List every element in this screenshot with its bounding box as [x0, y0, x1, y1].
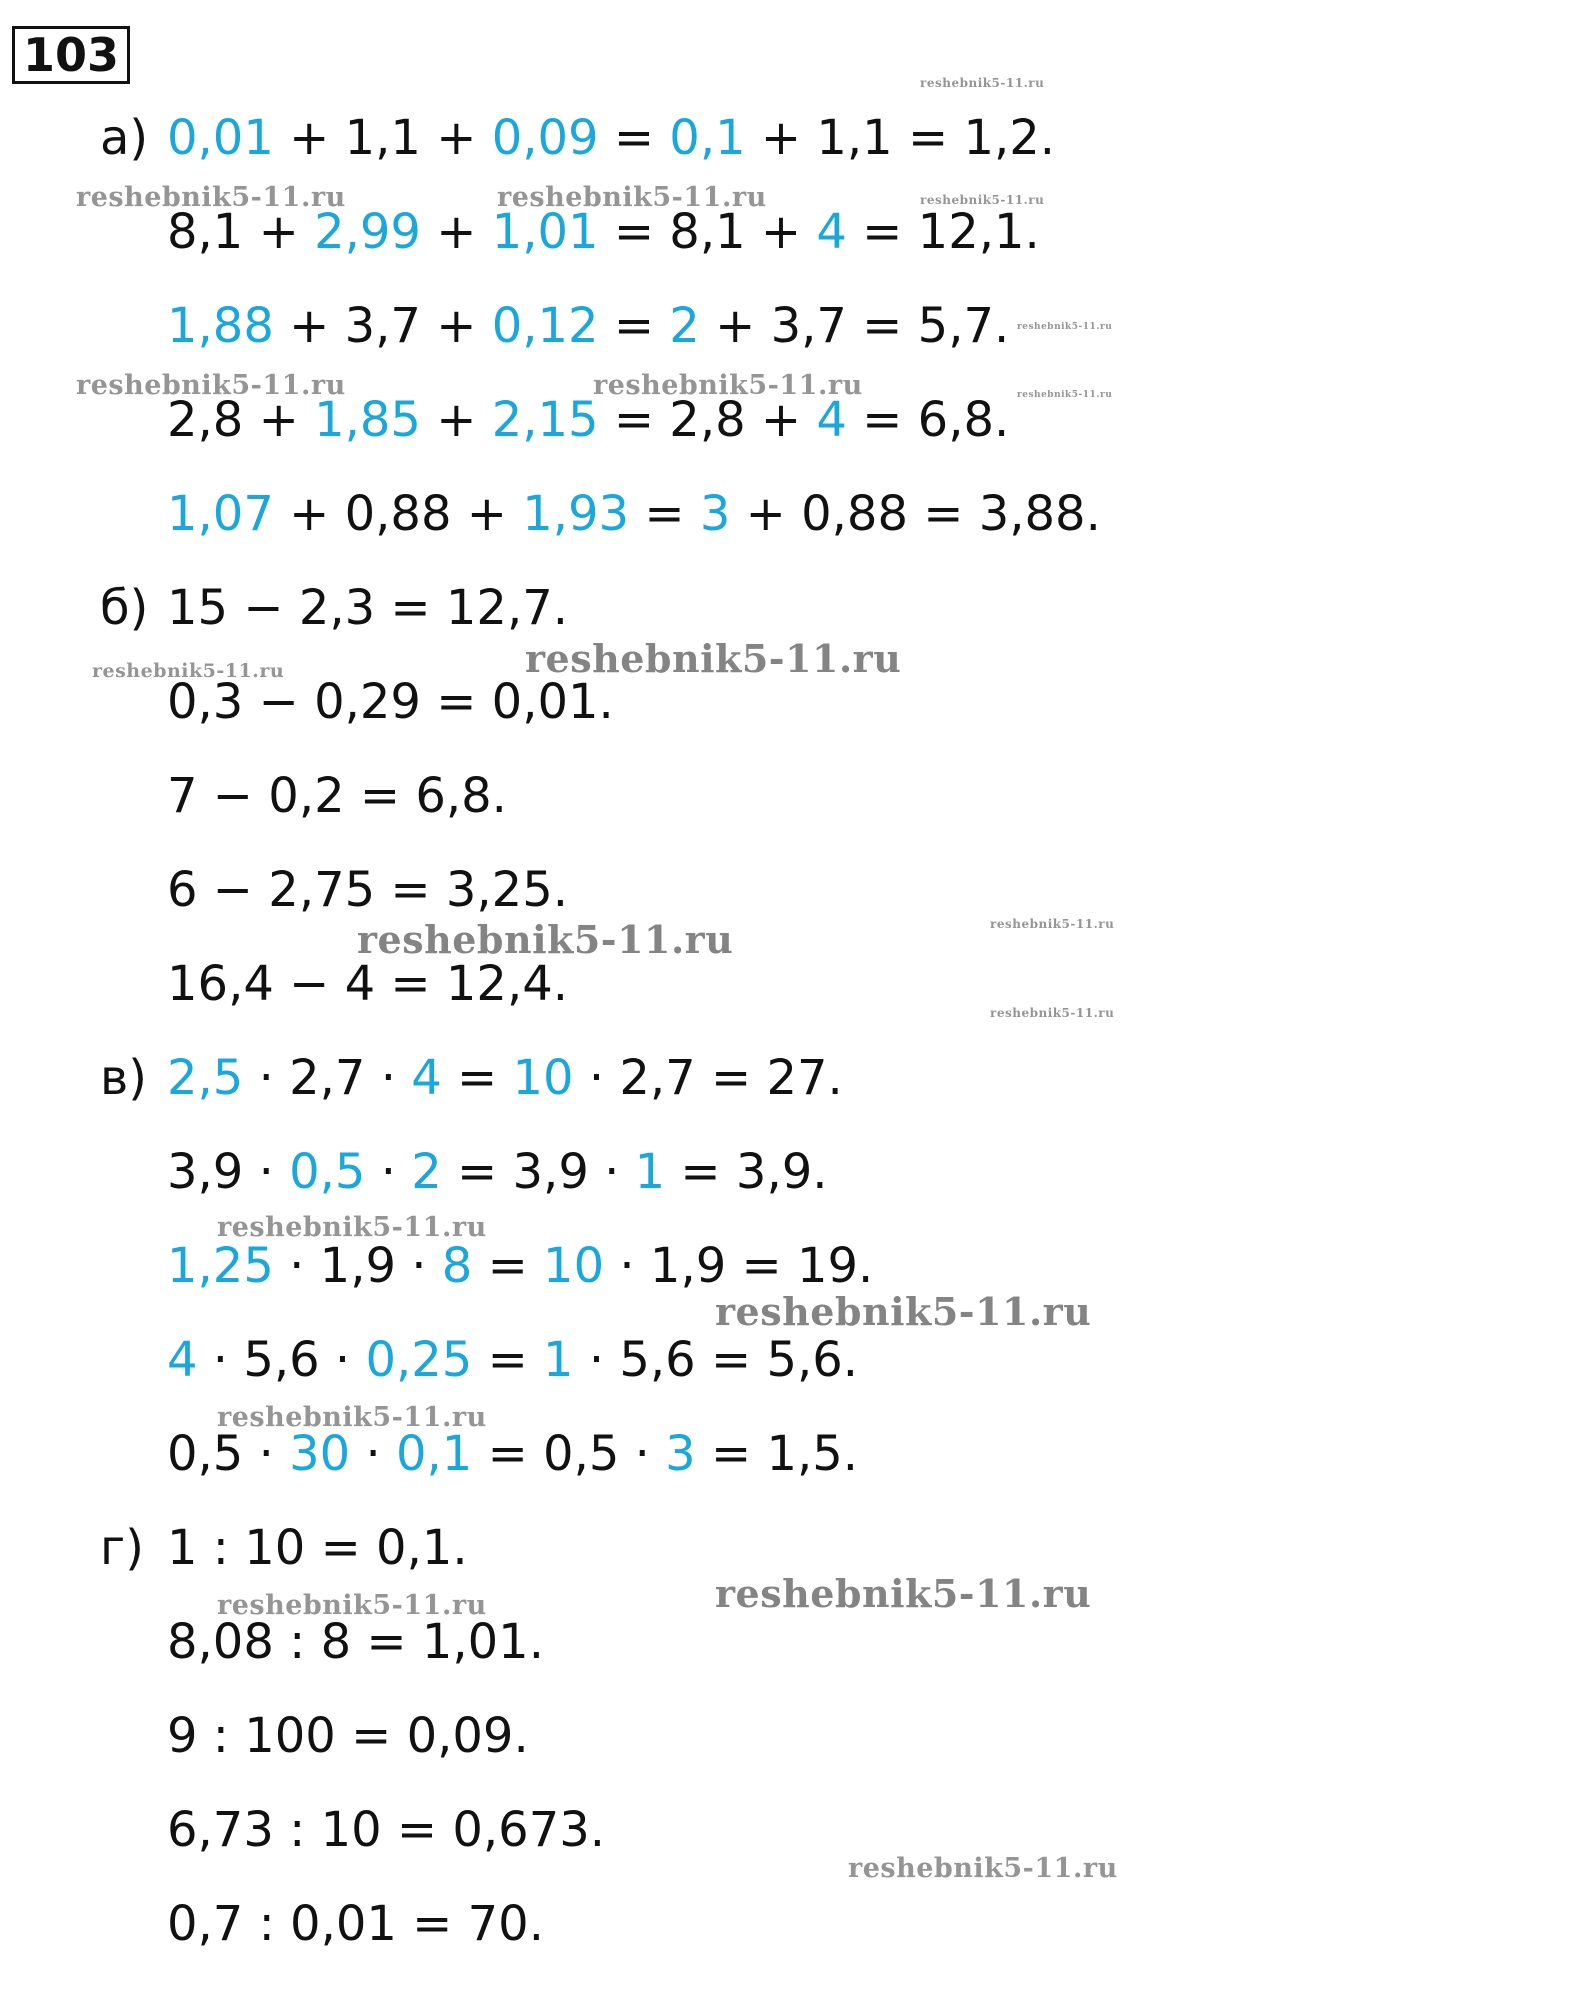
- equation-line: [167, 768, 507, 824]
- highlighted-term: 0,01: [167, 110, 274, 166]
- highlighted-term: 4: [816, 392, 847, 448]
- equation-text: 16,4 − 4 = 12,4.: [167, 956, 569, 1012]
- equation-line: [167, 1050, 843, 1106]
- watermark: reshebnik5-11.ru: [593, 370, 863, 401]
- highlighted-term: 0,5: [289, 1144, 366, 1200]
- watermark: reshebnik5-11.ru: [525, 636, 902, 681]
- equation-text: · 1,9 = 19.: [604, 1238, 874, 1294]
- equation-text: 9 : 100 = 0,09.: [167, 1708, 529, 1764]
- equation-line: [167, 298, 1009, 354]
- equation-text: = 0,5 ·: [472, 1426, 666, 1482]
- equation-text: = 1,5.: [695, 1426, 859, 1482]
- watermark: reshebnik5-11.ru: [848, 1853, 1118, 1884]
- watermark: reshebnik5-11.ru: [217, 1590, 487, 1621]
- equation-text: 8,1 +: [167, 204, 315, 260]
- equation-text: = 2,8 +: [598, 392, 817, 448]
- watermark: reshebnik5-11.ru: [920, 193, 1045, 207]
- highlighted-term: 1,07: [167, 486, 274, 542]
- equation-text: = 3,9.: [665, 1144, 828, 1200]
- highlighted-term: 4: [167, 1332, 198, 1388]
- highlighted-term: 2,5: [167, 1050, 244, 1106]
- watermark: reshebnik5-11.ru: [990, 917, 1115, 931]
- equation-line: [167, 1426, 858, 1482]
- highlighted-term: 0,12: [491, 298, 599, 354]
- highlighted-term: 8: [441, 1238, 473, 1294]
- equation-line: [167, 1332, 858, 1388]
- highlighted-term: 30: [289, 1426, 351, 1482]
- equation-text: + 3,7 +: [273, 298, 492, 354]
- equation-text: 0,3 − 0,29 = 0,01.: [167, 674, 614, 730]
- watermark: reshebnik5-11.ru: [715, 1571, 1092, 1616]
- equation-text: 0,5 ·: [167, 1426, 290, 1482]
- problem-number: 103: [12, 26, 130, 84]
- equation-text: + 1,1 +: [273, 110, 492, 166]
- equation-line: [167, 1144, 828, 1200]
- highlighted-term: 4: [816, 204, 847, 260]
- highlighted-term: 2,99: [314, 204, 421, 260]
- equation-text: · 2,7 ·: [243, 1050, 412, 1106]
- highlighted-term: 2: [411, 1144, 442, 1200]
- part-label: в): [100, 1050, 148, 1106]
- equation-line: [167, 580, 568, 636]
- watermark: reshebnik5-11.ru: [1017, 322, 1113, 332]
- equation-text: · 2,7 = 27.: [573, 1050, 843, 1106]
- equation-text: = 3,9 ·: [441, 1144, 635, 1200]
- equation-line: [167, 110, 1055, 166]
- equation-text: =: [472, 1238, 544, 1294]
- equation-line: [167, 486, 1101, 542]
- highlighted-term: 2,15: [491, 392, 599, 448]
- equation-line: [167, 1708, 529, 1764]
- equation-line: [167, 1896, 544, 1952]
- equation-text: + 0,88 = 3,88.: [730, 486, 1101, 542]
- highlighted-term: 0,25: [365, 1332, 473, 1388]
- watermark: reshebnik5-11.ru: [217, 1402, 487, 1433]
- equation-text: ·: [365, 1144, 412, 1200]
- watermark: reshebnik5-11.ru: [76, 182, 346, 213]
- equation-line: [167, 674, 614, 730]
- equation-line: [167, 1238, 873, 1294]
- equation-line: [167, 1802, 605, 1858]
- equation-text: = 8,1 +: [598, 204, 817, 260]
- equation-line: [167, 1520, 468, 1576]
- equation-text: 8,08 : 8 = 1,01.: [167, 1614, 544, 1670]
- equation-text: 7 − 0,2 = 6,8.: [167, 768, 507, 824]
- equation-text: +: [420, 204, 492, 260]
- equation-text: =: [598, 110, 670, 166]
- watermark: reshebnik5-11.ru: [920, 76, 1045, 90]
- highlighted-term: 1: [634, 1144, 666, 1200]
- highlighted-term: 1: [543, 1332, 574, 1388]
- watermark: reshebnik5-11.ru: [990, 1006, 1115, 1020]
- equation-text: + 3,7 = 5,7.: [699, 298, 1010, 354]
- highlighted-term: 4: [411, 1050, 442, 1106]
- equation-text: = 6,8.: [846, 392, 1010, 448]
- equation-text: · 5,6 ·: [197, 1332, 366, 1388]
- watermark: reshebnik5-11.ru: [357, 917, 734, 962]
- watermark: reshebnik5-11.ru: [497, 182, 767, 213]
- highlighted-term: 1,93: [522, 486, 630, 542]
- highlighted-term: 1,25: [167, 1238, 274, 1294]
- highlighted-term: 10: [543, 1238, 605, 1294]
- equation-text: 2,8 +: [167, 392, 315, 448]
- watermark: reshebnik5-11.ru: [1017, 390, 1113, 400]
- equation-text: 0,7 : 0,01 = 70.: [167, 1896, 544, 1952]
- highlighted-term: 10: [512, 1050, 574, 1106]
- equation-text: · 1,9 ·: [273, 1238, 442, 1294]
- equation-line: [167, 956, 568, 1012]
- watermark: reshebnik5-11.ru: [76, 370, 346, 401]
- highlighted-term: 0,1: [669, 110, 746, 166]
- part-label: г): [100, 1520, 144, 1576]
- part-label: б): [100, 580, 149, 636]
- equation-text: 15 − 2,3 = 12,7.: [167, 580, 569, 636]
- highlighted-term: 3: [665, 1426, 696, 1482]
- equation-text: ·: [350, 1426, 396, 1482]
- highlighted-term: 1,01: [491, 204, 599, 260]
- highlighted-term: 0,1: [395, 1426, 473, 1482]
- equation-text: =: [472, 1332, 544, 1388]
- equation-text: =: [598, 298, 670, 354]
- equation-text: +: [420, 392, 492, 448]
- highlighted-term: 0,09: [491, 110, 599, 166]
- equation-text: =: [629, 486, 700, 542]
- equation-line: [167, 1614, 544, 1670]
- equation-text: =: [441, 1050, 513, 1106]
- watermark: reshebnik5-11.ru: [217, 1212, 487, 1243]
- equation-text: + 0,88 +: [273, 486, 523, 542]
- equation-text: 6 − 2,75 = 3,25.: [167, 862, 569, 918]
- equation-text: 1 : 10 = 0,1.: [167, 1520, 468, 1576]
- equation-text: 3,9 ·: [167, 1144, 290, 1200]
- watermark: reshebnik5-11.ru: [92, 660, 285, 682]
- equation-text: · 5,6 = 5,6.: [573, 1332, 859, 1388]
- highlighted-term: 2: [669, 298, 700, 354]
- highlighted-term: 1,85: [314, 392, 421, 448]
- equation-line: [167, 862, 568, 918]
- highlighted-term: 1,88: [167, 298, 274, 354]
- equation-text: + 1,1 = 1,2.: [745, 110, 1056, 166]
- part-label: а): [100, 110, 149, 166]
- equation-text: = 12,1.: [846, 204, 1040, 260]
- watermark: reshebnik5-11.ru: [715, 1289, 1092, 1334]
- highlighted-term: 3: [699, 486, 731, 542]
- equation-text: 6,73 : 10 = 0,673.: [167, 1802, 606, 1858]
